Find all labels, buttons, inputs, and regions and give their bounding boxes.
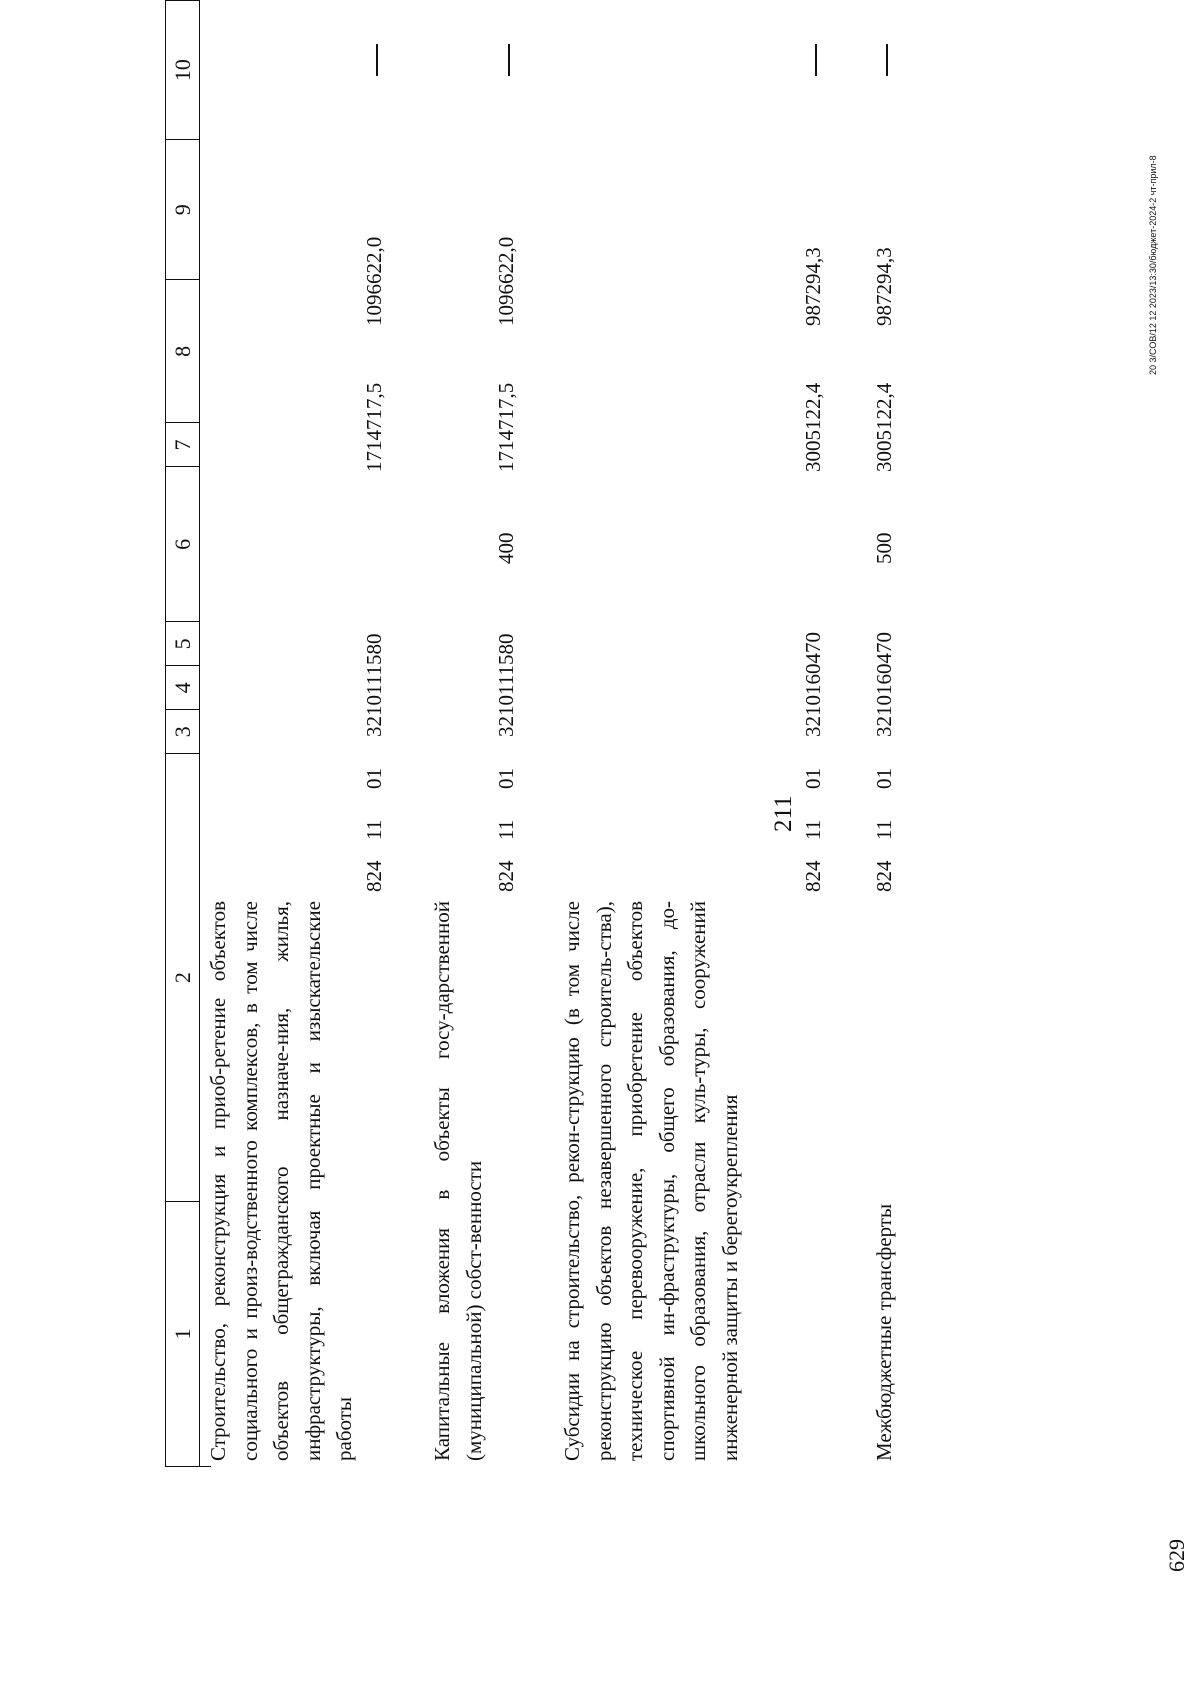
- cell-section: 11: [494, 819, 518, 840]
- cell-subsection: 01: [494, 768, 518, 789]
- sheet-number: 629: [1164, 1539, 1189, 1572]
- header-col-8: 8: [166, 280, 200, 423]
- header-col-1: 1: [166, 1202, 200, 1467]
- cell-section: 11: [362, 819, 386, 840]
- cell-expense-type: 500: [872, 532, 896, 564]
- header-col-3: 3: [166, 710, 200, 754]
- cell-target-article: 3210160470: [801, 632, 825, 737]
- cell-target-article: 3210111580: [362, 633, 386, 737]
- left-border-tick: [199, 1466, 211, 1467]
- cell-ministry: 824: [801, 860, 825, 892]
- cell-amount-10-dash: [376, 44, 378, 76]
- cell-amount-8: 3005122,4: [872, 382, 896, 472]
- cell-ministry: 824: [362, 860, 386, 892]
- cell-amount-9: 1096622,0: [362, 236, 386, 326]
- cell-ministry: 824: [494, 860, 518, 892]
- row-description: Субсидии на строительство, рекон-струкцию (в том числе реконструкцию объектов незавершенного строитель-ства), техническое перевооружение, приобретение объектов спортивной ин-фраструктуры, общего образования, до-школьного образования, отрасли куль-туры, сооружений инженерной защиты и берегоукрепления: [560, 901, 742, 1461]
- cell-amount-8: 1714717,5: [494, 382, 518, 472]
- cell-expense-type: 400: [494, 532, 518, 564]
- header-col-9: 9: [166, 140, 200, 280]
- cell-subsection: 01: [362, 768, 386, 789]
- cell-amount-8: 3005122,4: [801, 382, 825, 472]
- cell-amount-9: 987294,3: [872, 247, 896, 326]
- row-description: Капитальные вложения в объекты госу-дарственной (муниципальной) собст-венности: [430, 901, 486, 1461]
- footer-code: 20 3/СОВ/12 12 2023/13:30/бюджет-2024-2 чт-прил-8: [1148, 155, 1158, 375]
- row-description: Межбюджетные трансферты: [872, 1203, 896, 1461]
- header-col-7: 7: [166, 423, 200, 467]
- row-description: Строительство, реконструкция и приоб-ретение объектов социального и произ-водственного комплексов, в том числе объектов общегражданского назначе-ния, жилья, инфраструктуры, включая проектные и изыскательские работы: [206, 901, 356, 1461]
- cell-target-article: 3210160470: [872, 632, 896, 737]
- header-col-5: 5: [166, 622, 200, 666]
- cell-amount-9: 1096622,0: [494, 236, 518, 326]
- header-col-2: 2: [166, 754, 200, 1202]
- cell-amount-9: 987294,3: [801, 247, 825, 326]
- cell-section: 11: [872, 819, 896, 840]
- column-header-row: [165, 0, 200, 1467]
- cell-amount-10-dash: [815, 44, 817, 76]
- header-col-10: 10: [166, 1, 200, 140]
- cell-amount-8: 1714717,5: [362, 382, 386, 472]
- cell-amount-10-dash: [508, 44, 510, 76]
- header-col-4: 4: [166, 666, 200, 710]
- cell-amount-10-dash: [886, 44, 888, 76]
- cell-section: 11: [801, 819, 825, 840]
- header-col-6: 6: [166, 467, 200, 622]
- cell-target-article: 3210111580: [494, 633, 518, 737]
- cell-subsection: 01: [872, 768, 896, 789]
- cell-ministry: 824: [872, 860, 896, 892]
- cell-subsection: 01: [801, 768, 825, 789]
- page-number: 211: [770, 795, 797, 832]
